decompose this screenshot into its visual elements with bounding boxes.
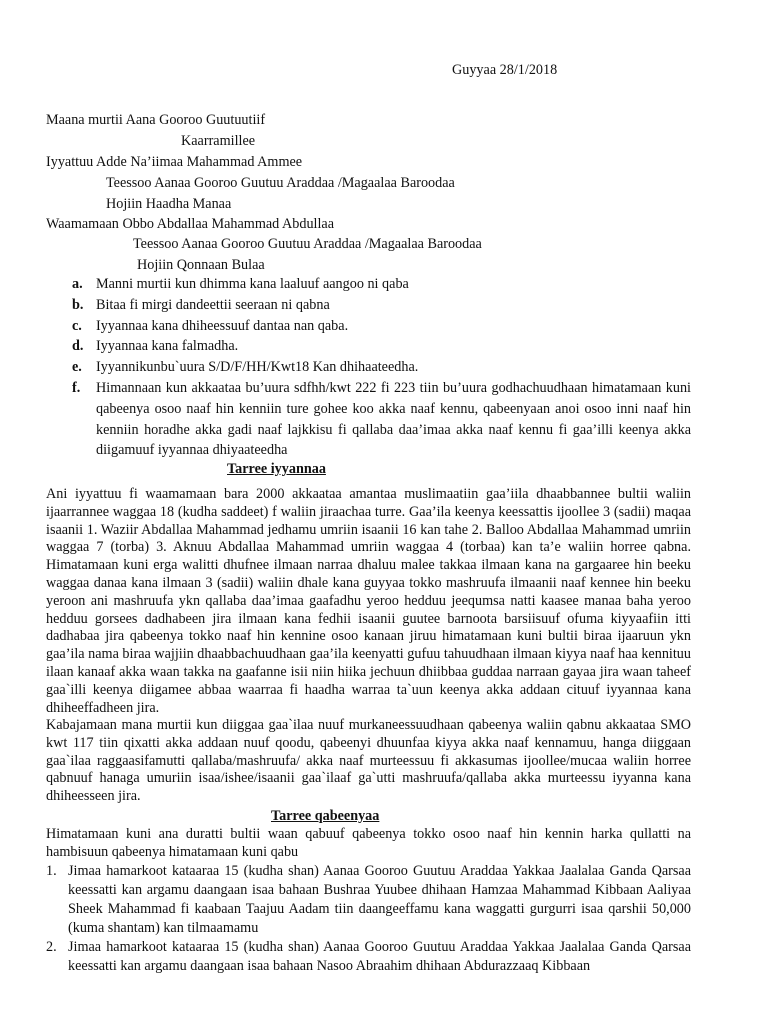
list-item-text: Jimaa hamarkoot kataaraa 15 (kudha shan) Aanaa Gooroo Guutuu Araddaa Yakkaa Jaalalaa Ganda Qarsaa keessatti kan argamu daangaan isaa bahaan Bushraa Yuubee dhihaan Hamzaa Mahammad Kibbaan Aaliyaa Sheek Mahammad fi kaabaan Taajuu Aadam tiin daangeeffamu kana waggatti gurgurri isaa qarshii 50,000 (kuma shantam) kan tilmaamamu [68,863,691,936]
list-item [46,295,691,316]
respondent-address-line: Teessoo Aanaa Gooroo Guutuu Araddaa /Magaalaa Baroodaa [133,236,482,252]
court-address-line: Maana murtii Aana Gooroo Guutuutiif [46,112,266,128]
list-item-text: Iyyannaa kana falmadha. [96,338,239,355]
list-item [46,274,691,295]
list-item-text: Jimaa hamarkoot kataaraa 15 (kudha shan) Aanaa Gooroo Guutuu Araddaa Yakkaa Jaalalaa Ganda Qarsaa keessatti kan argamu daangaan isaa bahaan Nasoo Abraahim dhihaan Abdurazzaaq Kibbaan [68,939,691,974]
respondent-occupation-line: Hojiin Qonnaan Bulaa [137,257,265,273]
numbered-list [46,862,691,976]
list-item-text: Manni murtii kun dhimma kana laaluuf aangoo ni qaba [96,276,409,292]
respondent-name-line: Waamamaan Obbo Abdallaa Mahammad Abdullaa [46,216,335,232]
list-marker: e. [72,359,82,376]
court-location-line: Kaarramillee [181,133,256,149]
list-marker: a. [72,276,83,292]
list-marker: b. [72,296,84,313]
list-marker: f. [72,379,81,396]
list-item-text: Iyyannaa kana dhiheessuuf dantaa nan qaba. [96,317,349,334]
body-paragraph-facts: Ani iyyattuu fi waamamaan bara 2000 akkaataa amantaa muslimaatiin gaa’iila dhaabbannee bultii waliin ijaarrannee waggaa 18 (kudha saddeet) f waliin jiraachaa turre. Gaa’ila keenya keessattis ijoollee 3 (sadii) maqaa isaanii 1. Waziir Abdallaa Mahammad jedhamu umriin isaanii 16 kan tahe 2. Balloo Abdallaa Mahammad umriin waggaa 7 (torba) 3. Aknuu Abdallaa Mahammad umriin waggaa 4 (torbaa) kan ta’e waliin horree qabna. Himatamaan kuni erga walitti dhufnee ilmaan narraa dhaluu malee takkaa ilmaan kana na gargaaree hin beeku waggaa danaa kana ilmaan 3 (sadii) waliin dhale kana guyyaa tokko mashruufa ilmaanii naaf kennee hin beeku yeroon ani mashruufa ykn qallaba daa’imaa gaafadhu yeroo hedduu jeequmsa natti kaasee manaa baha yeroo hedduu gorsees dadhabeen jira ilmaan kana fedhii isaanii guutee barnoota barsiisuuf ofuma kiyyaafiin itti dadhabaa jira qabeenya tokko naaf hin kennine osoo kanaan jiruu himatamaan kuni bultii biraa ijaaruun ykn gaa’ila nama biraa wajjiin dhaabbachuudhaan gaa’ila keenyatti gufuu tahuudhaan ilmaan kiyya naaf haa kennituu ilaan kanaaf akka waan takka na gaafanne isii niin hiika jechuun dhiibbaa guddaa narraan gayaa jira waan taheef gaa`illi keenya diigamee abbaa waarraa fi haadha warraa ta`uun keenya akka addaan cituuf iyyannaa kana dhiheeffadheen jira. [46,486,691,716]
list-marker: c. [72,317,82,334]
list-item-text: Bitaa fi mirgi dandeettii seeraan ni qabna [96,296,330,313]
body-paragraph-request: Kabajamaan mana murtii kun diiggaa gaa`ilaa nuuf murkaneessuudhaan qabeenya waliin qabnu akkaataa SMO kwt 117 tiin qixatti akka addaan nuuf qoodu, qabeenyi dhuunfaa kiyya akka naaf kennamuu, hanga diiggaan gaa`ilaa raggaasifamutti qallaba/mashruufa/ akka naaf murteessuu fi akkasumas ijoollee/mucaa waliin horree qabnuuf hanaga umuriin isaa/ishee/isaanii gaa`ilaaf ga`utti mashruufa/qallaba akka murteessu iyyanna kana dhiheesseen jira. [46,717,691,805]
list-item-text: Himannaan kun akkaataa bu’uura sdfhh/kwt 222 fi 223 tiin bu’uura godhachuudhaan himatamaan kuni qabeenya osoo naaf hin kenniin ture gohee koo akka naaf kennu, qabeenyaan anoi osoo inni naaf hin kenniin horadhe akka gadi naaf lajkkisu fi qallaba daa’imaa akka naaf kennu fi gaa’illi keenya akka diigamuuf iyyannaa dhiyaateedha [96,379,691,459]
list-number: 2. [46,939,57,955]
list-item [46,938,691,976]
list-item [46,357,691,378]
document-date: Guyyaa 28/1/2018 [452,62,558,78]
applicant-occupation-line: Hojiin Haadha Manaa [106,196,232,212]
list-item-text: Iyyannikunbu`uura S/D/F/HH/Kwt18 Kan dhihaateedha. [96,359,419,376]
body-paragraph-property-intro: Himatamaan kuni ana duratti bultii waan qabuuf qabeenya tokko osoo naaf hin kennin harka qullatti na hambisuun qabeenya himatamaan kuni qabu [46,826,691,860]
list-item [46,378,691,461]
list-item [46,316,691,337]
list-number: 1. [46,863,57,879]
list-marker: d. [72,338,84,355]
list-item [46,862,691,938]
lettered-list [46,274,691,461]
applicant-address-line: Teessoo Aanaa Gooroo Guutuu Araddaa /Magaalaa Baroodaa [106,175,455,191]
list-item [46,336,691,357]
section-title-application: Tarree iyyannaa [227,461,326,477]
section-title-property: Tarree qabeenyaa [271,808,380,824]
applicant-name-line: Iyyattuu Adde Na’iimaa Mahammad Ammee [46,154,303,170]
